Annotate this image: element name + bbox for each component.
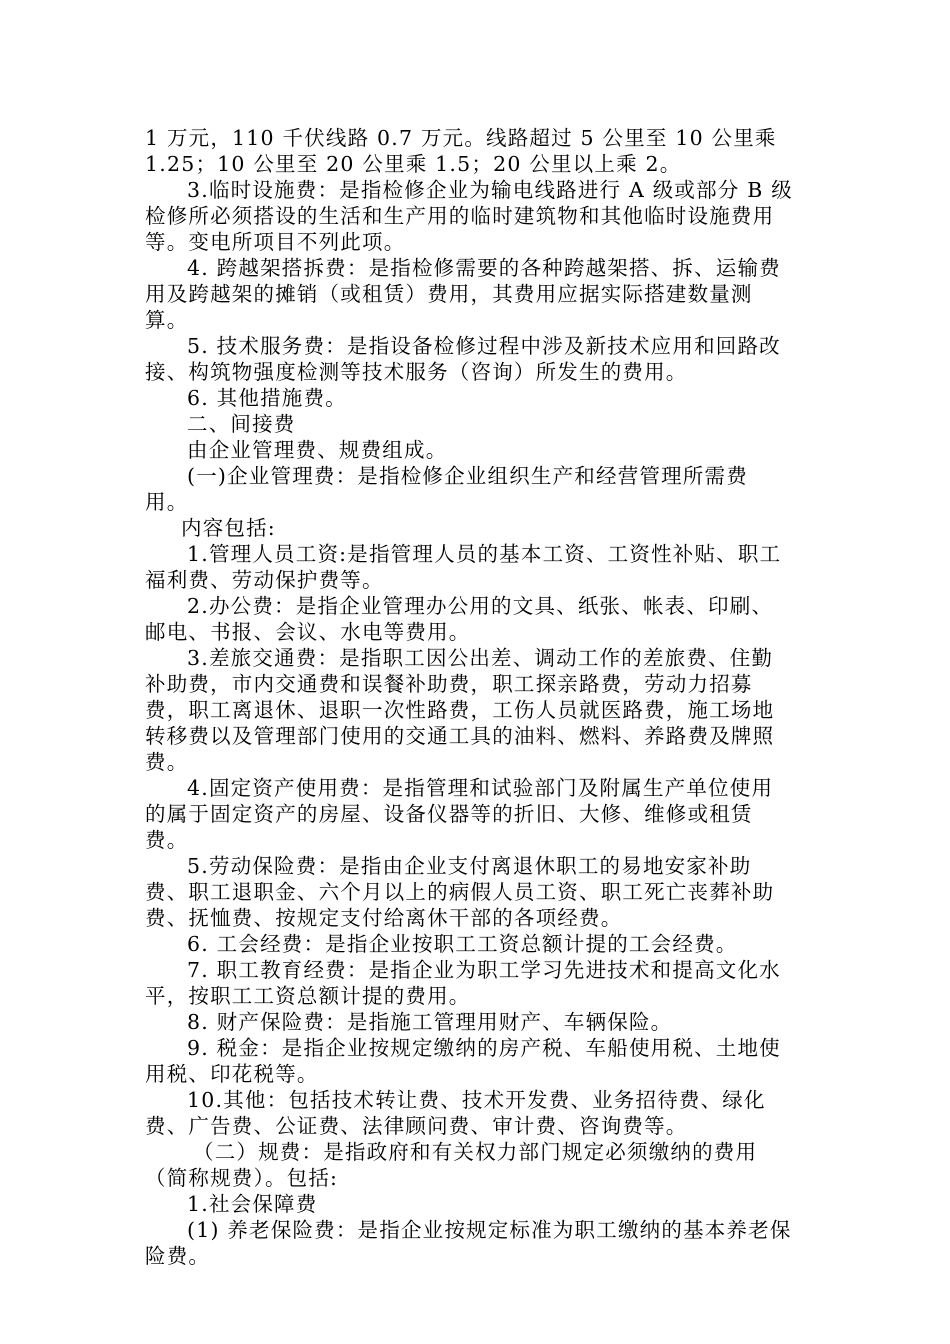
paragraph	[145, 593, 810, 645]
paragraph-line: 3.临时设施费：是指检修企业为输电线路进行 A 级或部分 B 级	[187, 178, 793, 202]
paragraph-line: 费。	[145, 828, 189, 852]
paragraph-line: 转移费以及管理部门使用的交通工具的油料、燃料、养路费及牌照	[145, 724, 775, 748]
paragraph-line: 5.劳动保险费：是指由企业支付离退休职工的易地安家补助	[187, 854, 752, 878]
paragraph-line: 费，职工离退休、退职一次性路费，工伤人员就医路费，施工场地	[145, 698, 775, 722]
paragraph-line: 4. 跨越架搭拆费：是指检修需要的各种跨越架搭、拆、运输费	[187, 256, 781, 280]
paragraph	[145, 1009, 810, 1035]
paragraph-line: 费、抚恤费、按规定支付给离休干部的各项经费。	[145, 906, 623, 930]
paragraph-line: 内容包括:	[181, 516, 276, 540]
paragraph-line: 2.办公费：是指企业管理办公用的文具、纸张、帐表、印刷、	[187, 594, 774, 618]
paragraph-line: 费、职工退职金、六个月以上的病假人员工资、职工死亡丧葬补助	[145, 880, 775, 904]
paragraph-line: 接、构筑物强度检测等技术服务（咨询）所发生的费用。	[145, 360, 688, 384]
paragraph	[145, 463, 810, 515]
paragraph-line: (一)企业管理费：是指检修企业组织生产和经营管理所需费	[187, 464, 748, 488]
paragraph	[145, 853, 810, 931]
paragraph-line: （二）规费：是指政府和有关权力部门规定必须缴纳的费用	[193, 1140, 758, 1164]
paragraph-line: 费、广告费、公证费、法律顾问费、审计费、咨询费等。	[145, 1114, 688, 1138]
paragraph	[145, 177, 810, 255]
paragraph-line: 3.差旅交通费：是指职工因公出差、调动工作的差旅费、住勤	[187, 646, 774, 670]
paragraph-line: 6. 工会经费：是指企业按职工工资总额计提的工会经费。	[187, 932, 738, 956]
paragraph-line: 10.其他：包括技术转让费、技术开发费、业务招待费、绿化	[187, 1088, 766, 1112]
paragraph-line: 用税、印花税等。	[145, 1062, 319, 1086]
paragraph-line: 等。变电所项目不列此项。	[145, 230, 406, 254]
paragraph-line: 险费。	[145, 1244, 211, 1268]
paragraph-line: 1 万元，110 千伏线路 0.7 万元。线路超过 5 公里至 10 公里乘	[145, 126, 777, 150]
paragraph	[145, 541, 810, 593]
paragraph	[145, 255, 810, 333]
paragraph-line: 由企业管理费、规费组成。	[187, 438, 448, 462]
paragraph-line: （简称规费）。包括:	[145, 1166, 339, 1190]
paragraph	[145, 957, 810, 1009]
paragraph	[145, 515, 810, 541]
paragraph-line: 4.固定资产使用费：是指管理和试验部门及附属生产单位使用	[187, 776, 774, 800]
paragraph-line: 1.25；10 公里至 20 公里乘 1.5；20 公里以上乘 2。	[145, 152, 682, 176]
paragraph-line: 1.管理人员工资:是指管理人员的基本工资、工资性补贴、职工	[187, 542, 782, 566]
paragraph-line: 补助费，市内交通费和误餐补助费，职工探亲路费，劳动力招募	[145, 672, 753, 696]
paragraph-line: (1) 养老保险费：是指企业按规定标准为职工缴纳的基本养老保	[187, 1218, 792, 1242]
paragraph-line: 福利费、劳动保护费等。	[145, 568, 384, 592]
paragraph	[145, 931, 810, 957]
paragraph	[145, 333, 810, 385]
paragraph-line: 9. 税金：是指企业按规定缴纳的房产税、车船使用税、土地使	[187, 1036, 781, 1060]
paragraph-line: 平，按职工工资总额计提的费用。	[145, 984, 471, 1008]
paragraph-line: 用及跨越架的摊销（或租赁）费用，其费用应据实际搭建数量测	[145, 282, 753, 306]
paragraph	[145, 1139, 810, 1191]
paragraph-line: 二、间接费	[187, 412, 296, 436]
paragraph-line: 5. 技术服务费：是指设备检修过程中涉及新技术应用和回路改	[187, 334, 781, 358]
paragraph-line: 的属于固定资产的房屋、设备仪器等的折旧、大修、维修或租赁	[145, 802, 753, 826]
paragraph-line: 费。	[145, 750, 189, 774]
paragraph	[145, 125, 810, 177]
paragraph	[145, 437, 810, 463]
paragraph-line: 邮电、书报、会议、水电等费用。	[145, 620, 471, 644]
paragraph-line: 用。	[145, 490, 189, 514]
paragraph	[145, 385, 810, 411]
paragraph	[145, 1217, 810, 1269]
paragraph	[145, 645, 810, 775]
paragraph	[145, 1191, 810, 1217]
paragraph-line: 6. 其他措施费。	[187, 386, 347, 410]
paragraph	[145, 1035, 810, 1087]
paragraph	[145, 775, 810, 853]
paragraph-line: 7. 职工教育经费：是指企业为职工学习先进技术和提高文化水	[187, 958, 781, 982]
paragraph	[145, 1087, 810, 1139]
paragraph-line: 1.社会保障费	[187, 1192, 318, 1216]
paragraph	[145, 411, 810, 437]
paragraph-line: 算。	[145, 308, 189, 332]
paragraph-line: 检修所必须搭设的生活和生产用的临时建筑物和其他临时设施费用	[145, 204, 775, 228]
paragraph-line: 8. 财产保险费：是指施工管理用财产、车辆保险。	[187, 1010, 673, 1034]
